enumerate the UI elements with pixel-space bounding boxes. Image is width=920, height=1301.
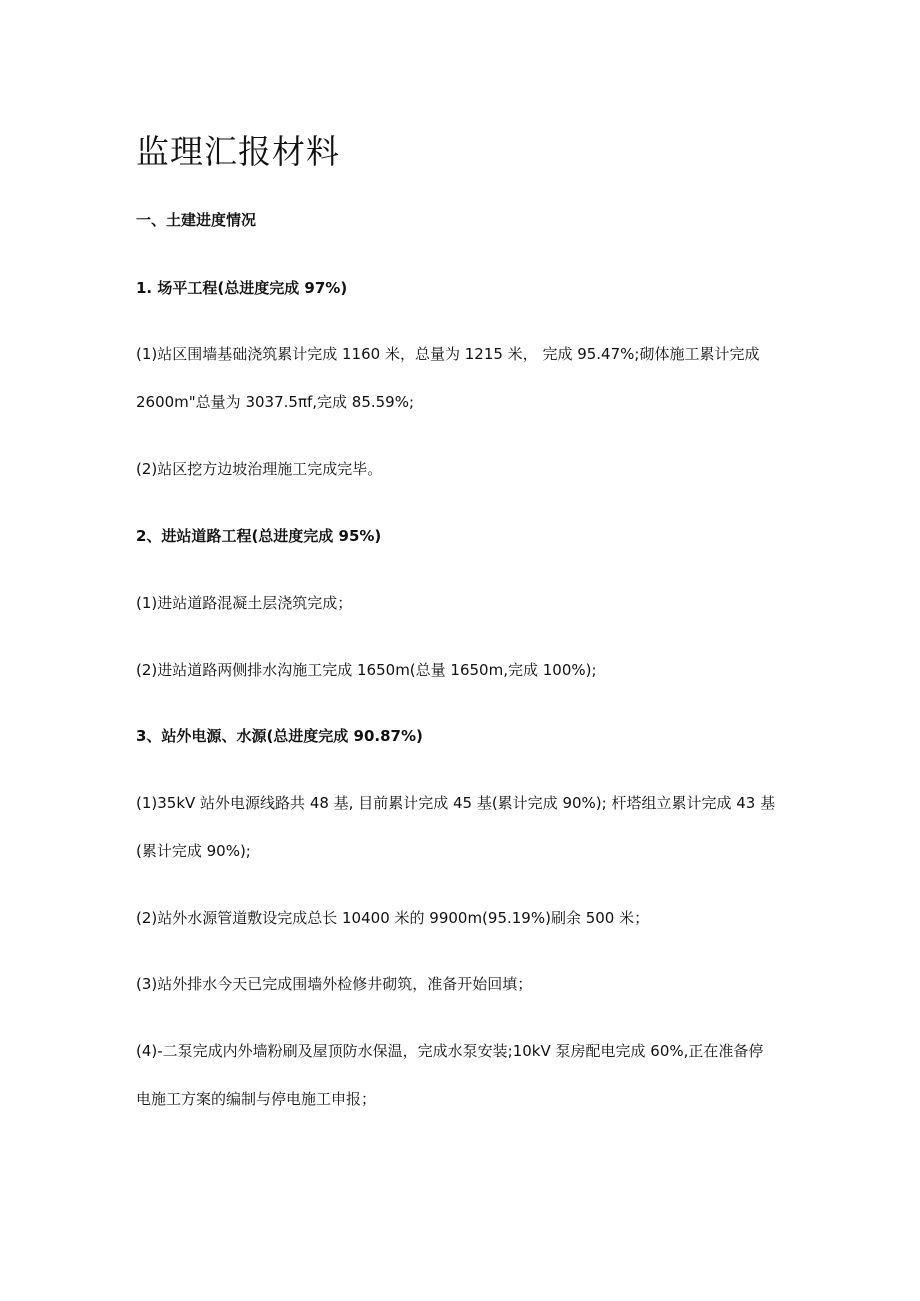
- subsection-heading: 3、站外电源、水源(总进度完成 90.87%): [136, 727, 423, 745]
- subsection-heading: 2、进站道路工程(总进度完成 95%): [136, 527, 382, 545]
- paragraph-line: (2)站外水源管道敷设完成总长 10400 米的 9900m(95.19%)刷余 500 米；: [136, 909, 650, 927]
- paragraph-line: (3)站外排水今天已完成围墙外检修井砌筑，准备开始回填；: [136, 975, 533, 993]
- paragraph-line: (2)进站道路两侧排水沟施工完成 1650m(总量 1650m,完成 100%);: [136, 661, 597, 679]
- paragraph-line: 2600m"总量为 3037.5πf,完成 85.59%;: [136, 393, 415, 411]
- subsection-heading: 1. 场平工程(总进度完成 97%): [136, 279, 348, 297]
- paragraph-line: (1)35kV 站外电源线路共 48 基, 目前累计完成 45 基(累计完成 90%); 杆塔组立累计完成 43 基: [136, 794, 776, 812]
- document-title: 监理汇报材料: [136, 132, 340, 171]
- paragraph-line: (1)进站道路混凝土层浇筑完成；: [136, 594, 353, 612]
- paragraph-line: (1)站区围墙基础浇筑累计完成 1160 米，总量为 1215 米， 完成 95.47%;砌体施工累计完成: [136, 345, 760, 363]
- paragraph-line: (4)-二泵完成内外墙粉刷及屋顶防水保温，完成水泵安装;10kV 泵房配电完成 60%,正在准备停: [136, 1042, 764, 1060]
- paragraph-line: (累计完成 90%);: [136, 842, 251, 860]
- section-heading: 一、土建进度情况: [136, 211, 257, 229]
- paragraph-line: 电施工方案的编制与停电施工申报；: [136, 1090, 377, 1108]
- paragraph-line: (2)站区挖方边坡治理施工完成完毕。: [136, 460, 383, 478]
